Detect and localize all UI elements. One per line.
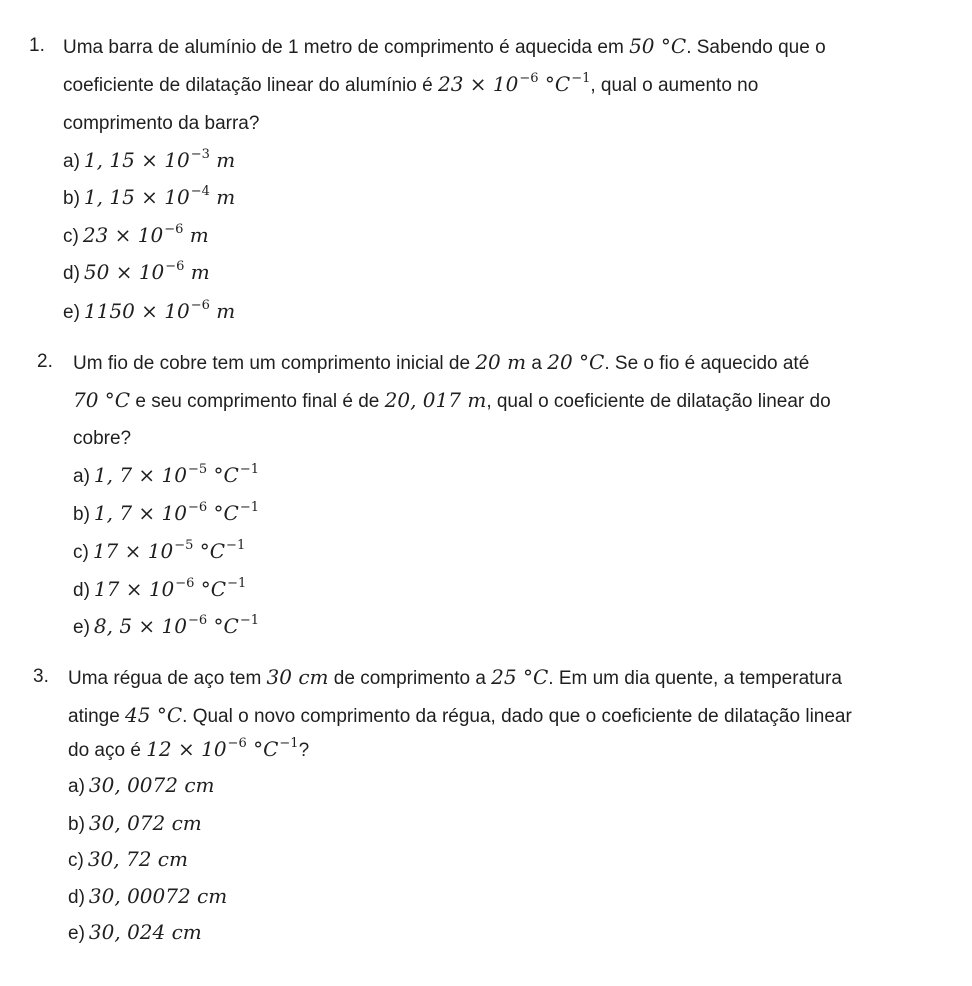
option-letter: c) bbox=[68, 850, 84, 871]
question-number: 3. bbox=[33, 666, 49, 687]
stem-text: , qual o coeficiente de dilatação linear do bbox=[486, 391, 831, 412]
stem-text: e seu comprimento final é de bbox=[130, 391, 385, 412]
option-c bbox=[63, 223, 209, 251]
math-expression: 20, 017 m bbox=[384, 388, 487, 412]
question-stem-line bbox=[63, 72, 758, 100]
math-expression: $12 \times 10^{-6}$ $^\circ C^{-1}$ bbox=[146, 736, 299, 761]
option-b bbox=[73, 501, 259, 529]
question-stem-line bbox=[68, 703, 852, 729]
option-value: $17 \times 10^{-5}$ $^\circ C^{-1}$ bbox=[92, 538, 246, 563]
option-letter: d) bbox=[68, 887, 85, 908]
stem-text: Uma régua de aço tem bbox=[68, 668, 267, 689]
stem-text: cobre? bbox=[73, 428, 132, 449]
math-expression: 30 cm bbox=[266, 665, 329, 689]
stem-text: coeficiente de dilatação linear do alumínio é bbox=[63, 75, 438, 96]
stem-text: . Qual o novo comprimento da régua, dado que o coeficiente de dilatação linear bbox=[182, 706, 852, 727]
option-letter: b) bbox=[63, 188, 80, 209]
stem-text: , qual o aumento no bbox=[590, 75, 759, 96]
option-letter: b) bbox=[73, 504, 90, 525]
stem-text: Uma barra de alumínio de 1 metro de comprimento é aquecida em bbox=[63, 37, 630, 58]
option-e bbox=[73, 614, 259, 642]
stem-text: do aço é bbox=[68, 740, 147, 761]
question-stem-line bbox=[73, 350, 809, 376]
option-letter: e) bbox=[68, 923, 85, 944]
math-expression: 25 °C bbox=[491, 665, 549, 689]
question-number: 2. bbox=[37, 351, 53, 372]
stem-text: de comprimento a bbox=[328, 668, 492, 689]
option-value: $23 \times 10^{-6}$ m bbox=[82, 222, 209, 247]
stem-text: . Sabendo que o bbox=[686, 37, 826, 58]
option-b bbox=[68, 811, 202, 837]
question-stem-line bbox=[68, 665, 842, 691]
option-d bbox=[63, 260, 210, 288]
option-a bbox=[73, 463, 259, 491]
option-value: 1, $15 \times 10^{-3}$ m bbox=[83, 147, 236, 172]
math-expression: 20 m bbox=[475, 350, 527, 374]
option-value: $1150 \times 10^{-6}$ m bbox=[83, 298, 236, 323]
option-letter: d) bbox=[63, 263, 80, 284]
math-expression: 45 °C bbox=[125, 703, 183, 727]
question-stem-line bbox=[63, 34, 826, 60]
option-letter: a) bbox=[73, 466, 90, 487]
option-d bbox=[68, 884, 227, 910]
option-e bbox=[68, 920, 202, 946]
math-expression: 20 °C bbox=[547, 350, 605, 374]
option-value: 30, 072 cm bbox=[88, 811, 202, 835]
question-stem-line bbox=[63, 112, 259, 136]
question-stem-line bbox=[73, 427, 131, 451]
math-expression: 70 °C bbox=[73, 388, 131, 412]
stem-text: . Em um dia quente, a temperatura bbox=[548, 668, 842, 689]
option-value: 1, $15 \times 10^{-4}$ m bbox=[83, 184, 236, 209]
option-value: 30, 00072 cm bbox=[88, 884, 228, 908]
stem-text: . Se o fio é aquecido até bbox=[604, 353, 810, 374]
option-value: 30, 0072 cm bbox=[88, 773, 215, 797]
option-a bbox=[68, 773, 215, 799]
option-value: 1, $7 \times 10^{-6}$ $^\circ C^{-1}$ bbox=[93, 500, 260, 525]
option-a bbox=[63, 148, 235, 176]
math-expression: $23 \times 10^{-6}$ $^\circ C^{-1}$ bbox=[437, 71, 591, 96]
stem-text: ? bbox=[298, 740, 310, 761]
stem-text: Um fio de cobre tem um comprimento inicial de bbox=[73, 353, 476, 374]
option-letter: e) bbox=[63, 302, 80, 323]
option-letter: a) bbox=[63, 151, 80, 172]
option-letter: c) bbox=[73, 542, 89, 563]
option-letter: a) bbox=[68, 776, 85, 797]
question-stem-line bbox=[68, 737, 309, 765]
option-value: 1, $7 \times 10^{-5}$ $^\circ C^{-1}$ bbox=[93, 462, 260, 487]
option-letter: c) bbox=[63, 226, 79, 247]
option-letter: d) bbox=[73, 580, 90, 601]
stem-text: atinge bbox=[68, 706, 126, 727]
option-c bbox=[68, 847, 188, 873]
question-number: 1. bbox=[29, 35, 45, 56]
option-value: $17 \times 10^{-6}$ $^\circ C^{-1}$ bbox=[93, 576, 247, 601]
math-expression: 50 °C bbox=[629, 34, 687, 58]
stem-text: comprimento da barra? bbox=[63, 113, 260, 134]
option-e bbox=[63, 299, 235, 327]
option-letter: b) bbox=[68, 814, 85, 835]
option-value: 30, 72 cm bbox=[87, 847, 188, 871]
option-b bbox=[63, 185, 235, 213]
option-value: 30, 024 cm bbox=[88, 920, 202, 944]
option-c bbox=[73, 539, 245, 567]
option-letter: e) bbox=[73, 617, 90, 638]
option-value: $50 \times 10^{-6}$ m bbox=[83, 259, 210, 284]
question-stem-line bbox=[73, 388, 831, 414]
option-value: 8, $5 \times 10^{-6}$ $^\circ C^{-1}$ bbox=[93, 613, 260, 638]
option-d bbox=[73, 577, 246, 605]
stem-text: a bbox=[526, 353, 548, 374]
